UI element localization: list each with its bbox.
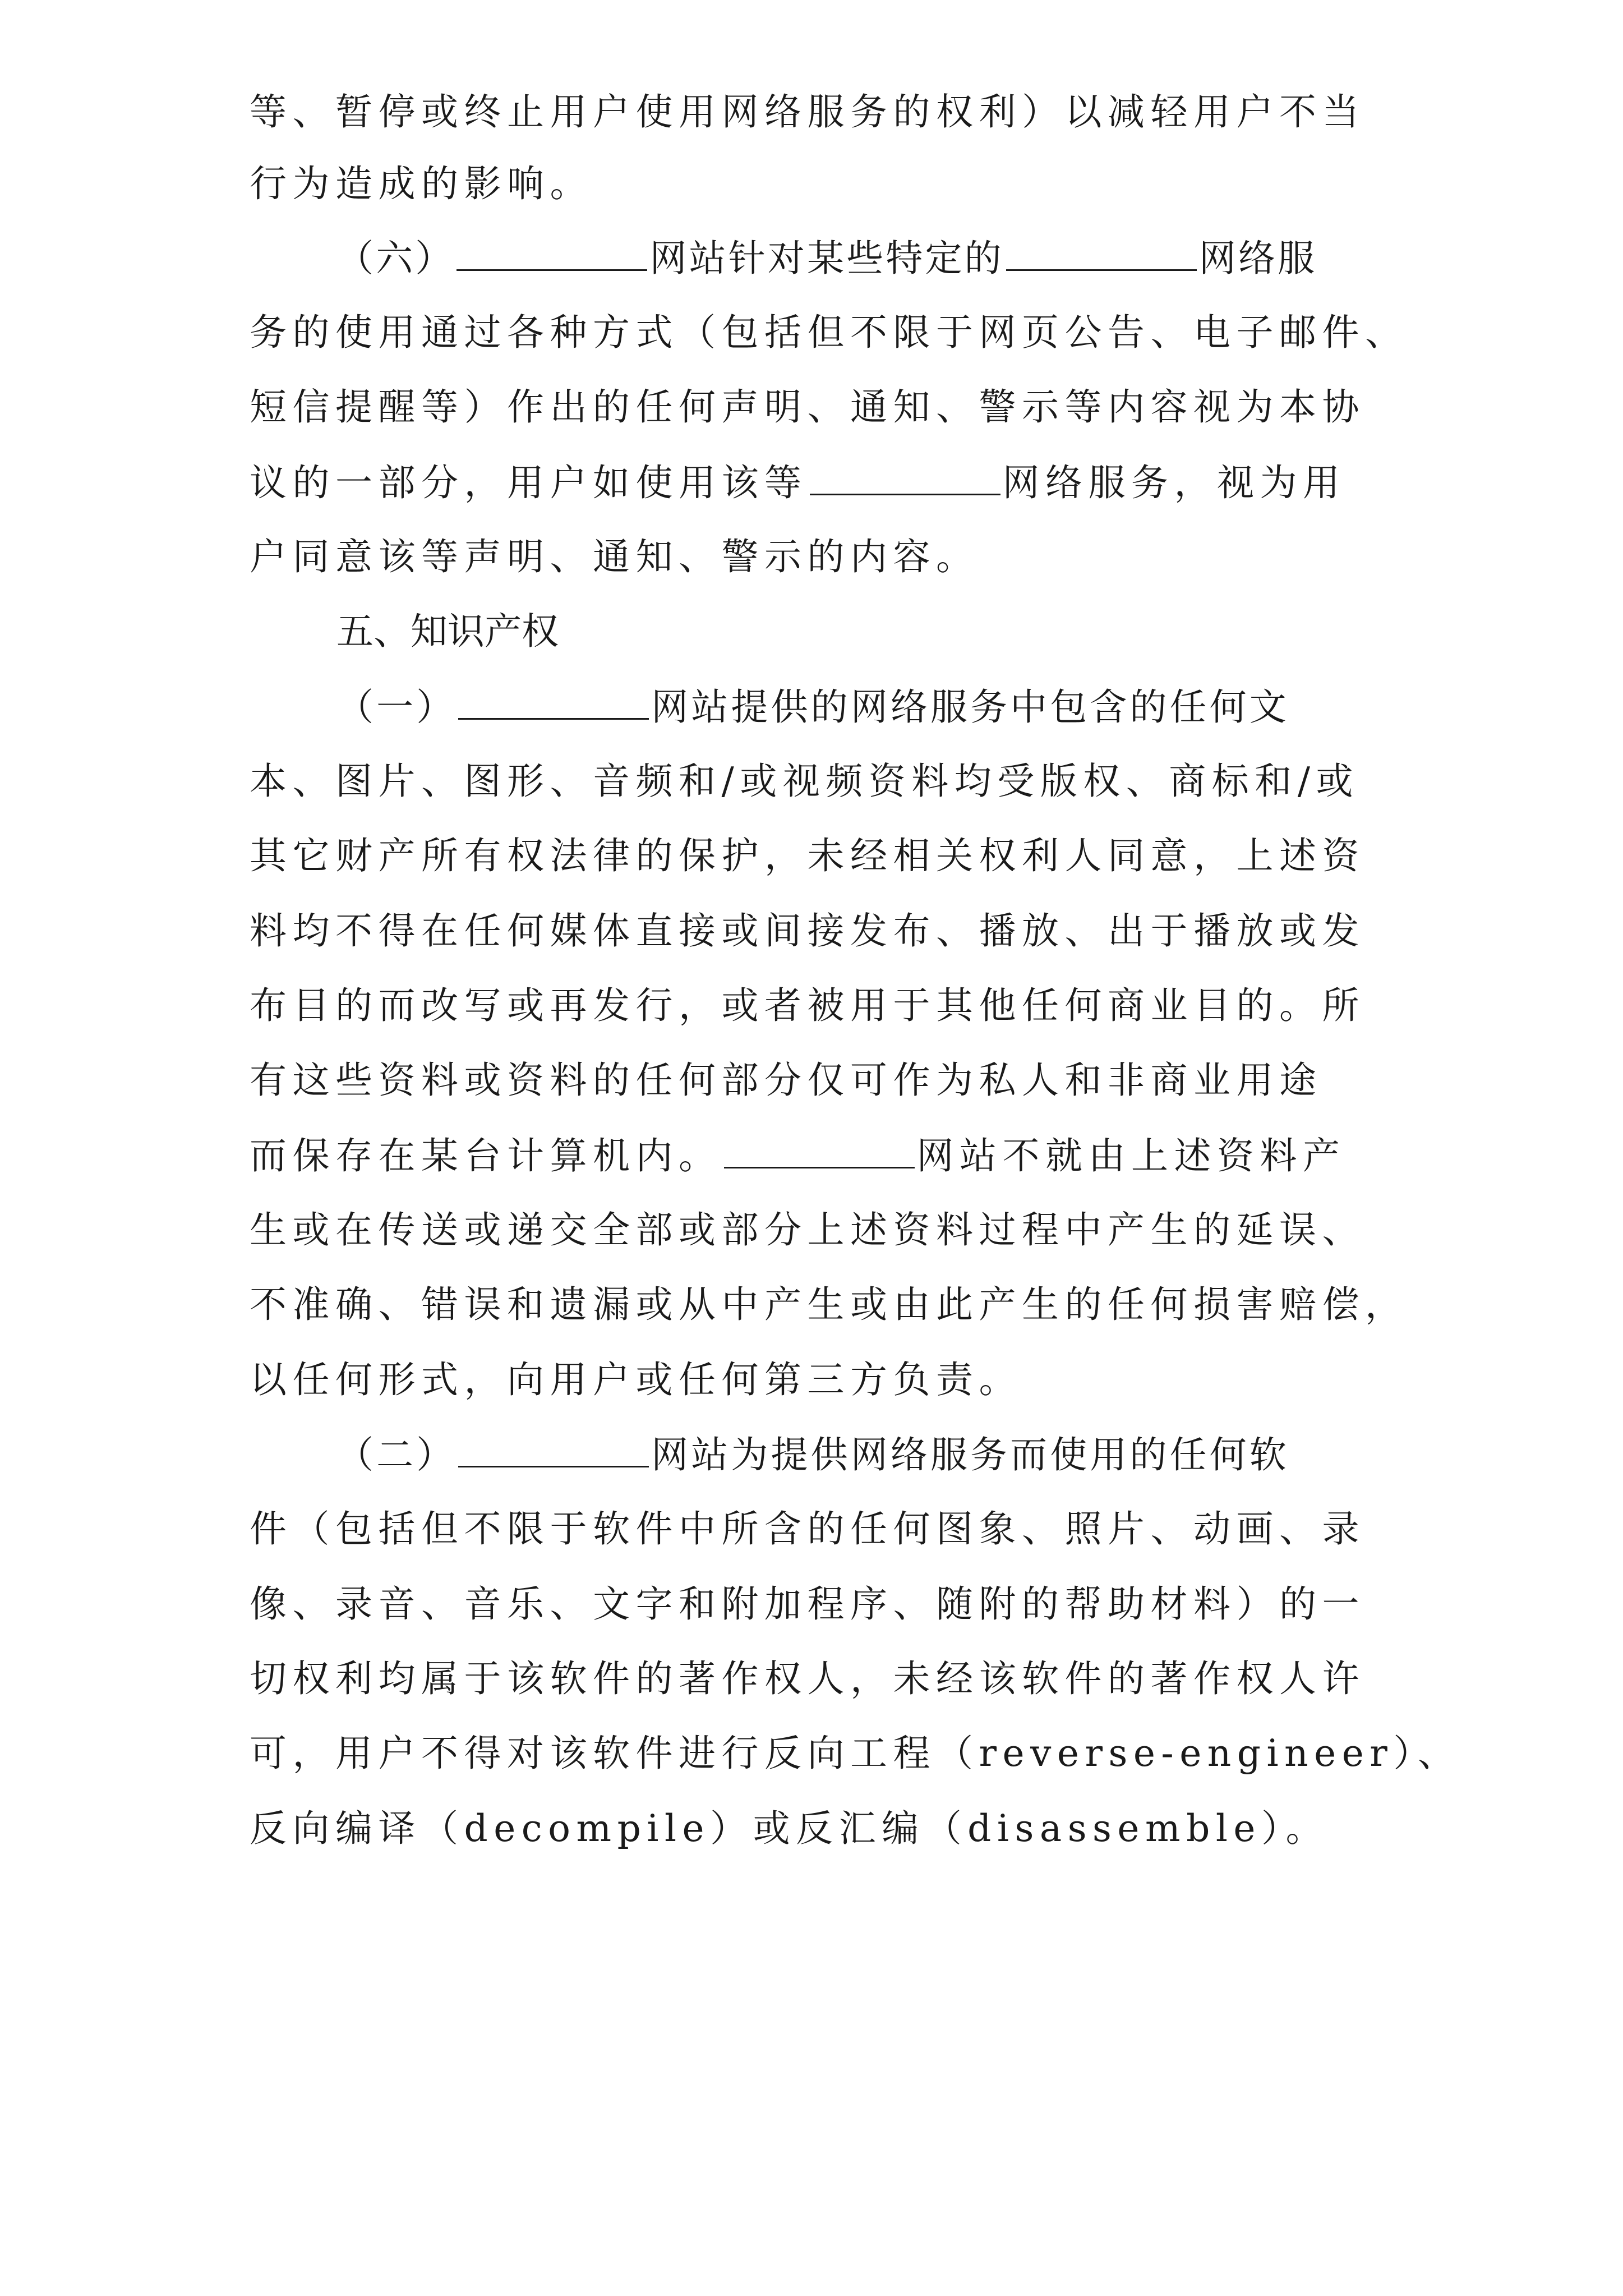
clause-text: 网站提供的网络服务中包含的任何文 — [651, 685, 1289, 729]
paragraph-line: 像、录音、音乐、文字和附加程序、随附的帮助材料）的一 — [250, 1582, 1365, 1626]
paragraph-line: 料均不得在任何媒体直接或间接发布、播放、出于播放或发 — [250, 909, 1365, 953]
paragraph-line: 布目的而改写或再发行，或者被用于其他任何商业目的。所 — [250, 984, 1365, 1027]
paragraph-line: 户同意该等声明、通知、警示的内容。 — [250, 535, 979, 578]
blank-field — [458, 679, 649, 720]
paragraph-line: 以任何形式，向用户或任何第三方负责。 — [250, 1358, 1022, 1401]
paragraph-line: 反向编译（decompile）或反汇编（disassemble）。 — [250, 1807, 1329, 1850]
paragraph-line: 行为造成的影响。 — [250, 162, 593, 205]
clause-text: 网络服 — [1198, 237, 1317, 280]
clause-text: 网站针对某些特定的 — [649, 237, 1004, 280]
clause-number: （一） — [336, 685, 457, 729]
line-text: 网站不就由上述资料产 — [916, 1134, 1346, 1177]
clause-1-line — [336, 679, 1623, 735]
blank-field — [457, 230, 647, 271]
paragraph-line: 其它财产所有权法律的保护，未经相关权利人同意，上述资 — [250, 834, 1365, 877]
paragraph-line — [250, 454, 1607, 510]
blank-field — [458, 1427, 649, 1467]
paragraph-line: 不准确、错误和遗漏或从中产生或由此产生的任何损害赔偿， — [250, 1283, 1408, 1326]
section-heading: 五、知识产权 — [336, 610, 559, 653]
clause-number: （二） — [336, 1433, 457, 1476]
paragraph-line: 可，用户不得对该软件进行反向工程（reverse-engineer）、 — [250, 1732, 1461, 1775]
paragraph-line — [250, 1128, 1607, 1184]
blank-field — [724, 1128, 915, 1168]
paragraph-line: 务的使用通过各种方式（包括但不限于网页公告、电子邮件、 — [250, 311, 1408, 354]
paragraph-line: 有这些资料或资料的任何部分仅可作为私人和非商业用途 — [250, 1059, 1322, 1102]
blank-field — [810, 454, 1000, 495]
clause-number: （六） — [336, 237, 455, 280]
line-text: 议的一部分，用户如使用该等 — [250, 461, 808, 504]
clause-text: 网站为提供网络服务而使用的任何软 — [651, 1433, 1289, 1476]
blank-field — [1006, 230, 1197, 271]
paragraph-line: 本、图片、图形、音频和/或视频资料均受版权、商标和/或 — [250, 760, 1359, 803]
clause-6-line — [336, 230, 1623, 286]
line-text: 网络服务，视为用 — [1002, 461, 1346, 504]
paragraph-line: 生或在传送或递交全部或部分上述资料过程中产生的延误、 — [250, 1208, 1365, 1251]
paragraph-line: 切权利均属于该软件的著作权人，未经该软件的著作权人许 — [250, 1657, 1365, 1700]
paragraph-line: 等、暂停或终止用户使用网络服务的权利）以减轻用户不当 — [250, 90, 1365, 134]
clause-2-line — [336, 1427, 1623, 1483]
paragraph-line: 件（包括但不限于软件中所含的任何图象、照片、动画、录 — [250, 1507, 1365, 1550]
line-text: 而保存在某台计算机内。 — [250, 1134, 722, 1177]
paragraph-line: 短信提醒等）作出的任何声明、通知、警示等内容视为本协 — [250, 385, 1365, 429]
